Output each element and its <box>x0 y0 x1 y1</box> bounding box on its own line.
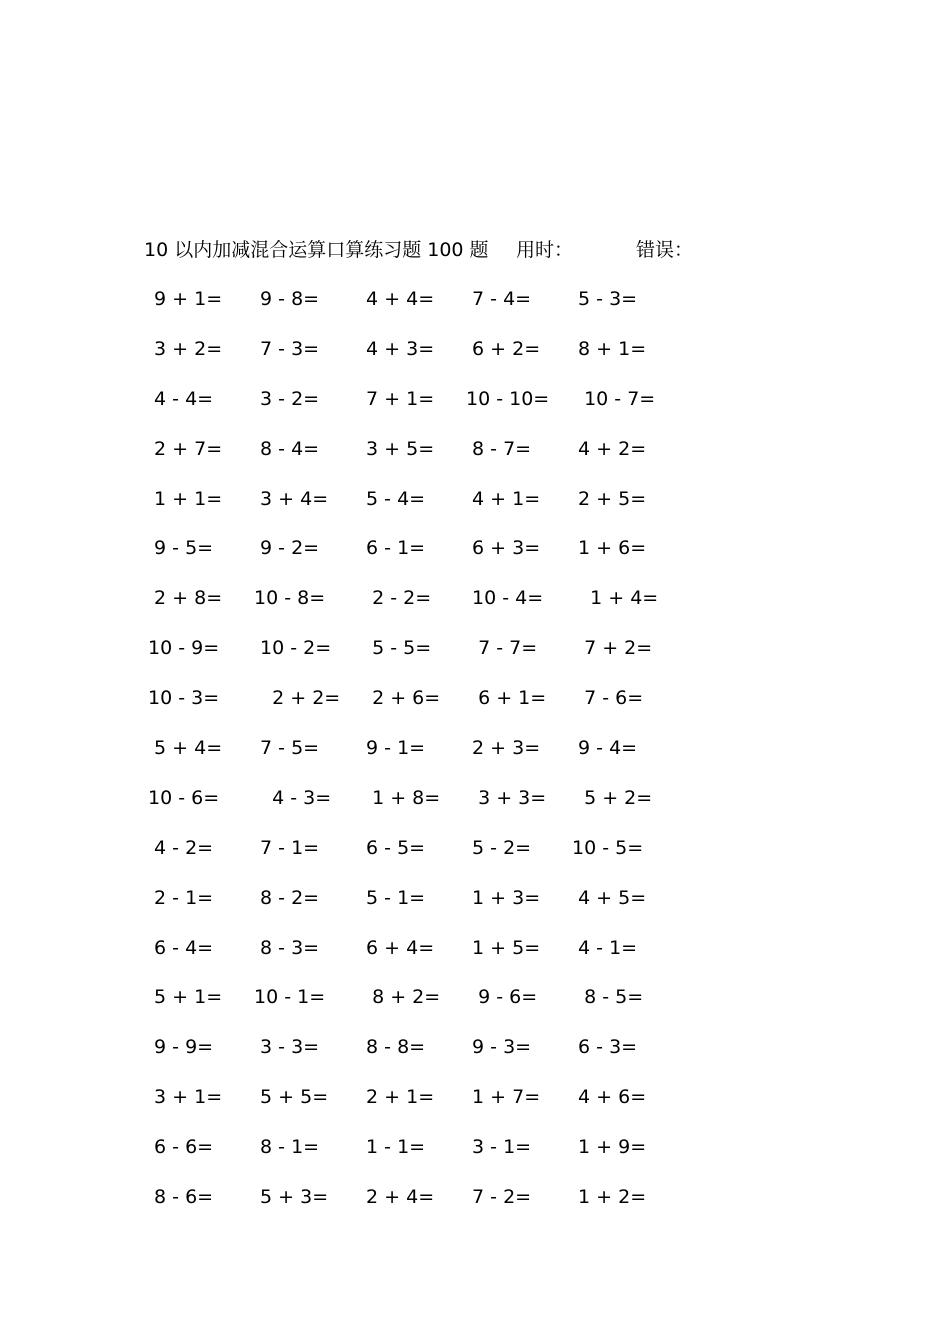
problem-item: 9 - 2= <box>254 537 320 560</box>
problem-item: 1 + 6= <box>572 537 647 560</box>
problem-item: 3 - 1= <box>466 1136 532 1159</box>
problem-item: 3 + 1= <box>148 1086 223 1109</box>
problem-item: 4 + 4= <box>360 288 435 310</box>
problem-item: 4 - 4= <box>148 387 214 410</box>
problem-item: 3 + 5= <box>360 437 435 460</box>
problem-row <box>148 684 688 734</box>
problem-item: 6 + 3= <box>466 537 541 560</box>
problem-item: 9 - 5= <box>148 537 214 560</box>
problem-row <box>148 934 688 984</box>
problem-item: 6 + 2= <box>466 337 541 360</box>
problem-item: 8 - 7= <box>466 437 532 460</box>
problem-item: 8 - 6= <box>148 1186 214 1209</box>
problem-item: 8 - 5= <box>572 986 644 1009</box>
problem-item: 6 - 6= <box>148 1136 214 1159</box>
problem-row <box>148 435 688 485</box>
problem-item: 9 - 1= <box>360 737 426 760</box>
problem-row <box>148 834 688 884</box>
problem-item: 7 - 7= <box>466 637 538 660</box>
problem-item: 9 - 6= <box>466 986 538 1009</box>
problem-item: 1 + 2= <box>572 1186 647 1209</box>
problem-item: 8 - 3= <box>254 936 320 959</box>
problem-item: 9 - 4= <box>572 737 638 760</box>
time-used-label: 用时： <box>516 239 574 261</box>
problem-item: 9 - 8= <box>254 288 320 310</box>
problem-grid <box>148 285 688 1233</box>
problem-item: 2 + 7= <box>148 437 223 460</box>
problem-row <box>148 584 688 634</box>
problem-item: 10 - 10= <box>466 387 550 410</box>
problem-item: 5 - 4= <box>360 487 426 510</box>
problem-item: 8 - 2= <box>254 886 320 909</box>
problem-row <box>148 385 688 435</box>
problem-item: 5 + 3= <box>254 1186 329 1209</box>
problem-item: 4 + 6= <box>572 1086 647 1109</box>
problem-item: 6 - 4= <box>148 936 214 959</box>
problem-row <box>148 485 688 535</box>
problem-item: 2 + 1= <box>360 1086 435 1109</box>
problem-item: 3 - 2= <box>254 387 320 410</box>
problem-item: 10 - 7= <box>572 387 656 410</box>
problem-item: 2 + 6= <box>360 687 441 710</box>
problem-item: 5 + 4= <box>148 737 223 760</box>
problem-item: 2 - 2= <box>360 587 432 610</box>
problem-item: 2 + 4= <box>360 1186 435 1209</box>
problem-row <box>148 534 688 584</box>
errors-label: 错误： <box>636 239 694 261</box>
problem-item: 5 - 5= <box>360 637 432 660</box>
problem-item: 5 + 5= <box>254 1086 329 1109</box>
problem-row <box>148 1033 688 1083</box>
problem-item: 1 - 1= <box>360 1136 426 1159</box>
problem-row <box>148 1183 688 1233</box>
problem-item: 4 - 2= <box>148 836 214 859</box>
problem-row <box>148 1083 688 1133</box>
problem-item: 9 - 9= <box>148 1036 214 1059</box>
problem-item: 10 - 4= <box>466 587 544 610</box>
problem-item: 1 + 9= <box>572 1136 647 1159</box>
problem-item: 5 - 1= <box>360 886 426 909</box>
problem-item: 3 + 3= <box>466 786 547 809</box>
problem-item: 1 + 3= <box>466 886 541 909</box>
problem-item: 10 - 9= <box>148 637 220 660</box>
worksheet-header <box>144 236 764 264</box>
problem-item: 6 + 4= <box>360 936 435 959</box>
problem-item: 1 + 5= <box>466 936 541 959</box>
problem-item: 6 - 3= <box>572 1036 638 1059</box>
problem-item: 6 - 1= <box>360 537 426 560</box>
problem-item: 2 - 1= <box>148 886 214 909</box>
problem-item: 9 - 3= <box>466 1036 532 1059</box>
worksheet-title: 10 以内加减混合运算口算练习题 100 题 <box>144 239 489 261</box>
problem-item: 7 - 3= <box>254 337 320 360</box>
problem-item: 5 + 1= <box>148 986 223 1009</box>
problem-item: 4 + 5= <box>572 886 647 909</box>
problem-item: 8 + 1= <box>572 337 647 360</box>
problem-row <box>148 335 688 385</box>
problem-item: 2 + 8= <box>148 587 223 610</box>
problem-item: 6 + 1= <box>466 687 547 710</box>
problem-item: 10 - 3= <box>148 687 220 710</box>
problem-item: 4 + 2= <box>572 437 647 460</box>
problem-item: 2 + 5= <box>572 487 647 510</box>
problem-item: 7 - 2= <box>466 1186 532 1209</box>
problem-item: 7 + 2= <box>572 637 653 660</box>
problem-item: 4 + 1= <box>466 487 541 510</box>
problem-row <box>148 285 688 335</box>
problem-item: 7 - 4= <box>466 288 532 310</box>
problem-item: 10 - 5= <box>572 836 644 859</box>
problem-item: 4 - 3= <box>254 786 332 809</box>
problem-item: 1 + 8= <box>360 786 441 809</box>
problem-item: 5 - 3= <box>572 288 638 310</box>
problem-item: 8 + 2= <box>360 986 441 1009</box>
problem-item: 3 - 3= <box>254 1036 320 1059</box>
problem-item: 10 - 2= <box>254 637 332 660</box>
problem-item: 1 + 4= <box>572 587 659 610</box>
problem-item: 1 + 7= <box>466 1086 541 1109</box>
problem-item: 7 - 5= <box>254 737 320 760</box>
problem-item: 7 + 1= <box>360 387 435 410</box>
problem-item: 8 - 4= <box>254 437 320 460</box>
problem-item: 7 - 6= <box>572 687 644 710</box>
problem-item: 4 - 1= <box>572 936 638 959</box>
problem-item: 5 + 2= <box>572 786 653 809</box>
problem-item: 7 - 1= <box>254 836 320 859</box>
problem-item: 4 + 3= <box>360 337 435 360</box>
problem-item: 10 - 6= <box>148 786 220 809</box>
problem-item: 3 + 2= <box>148 337 223 360</box>
problem-item: 9 + 1= <box>148 288 223 310</box>
problem-item: 1 + 1= <box>148 487 223 510</box>
problem-item: 8 - 8= <box>360 1036 426 1059</box>
problem-item: 10 - 1= <box>254 986 326 1009</box>
problem-item: 8 - 1= <box>254 1136 320 1159</box>
problem-item: 6 - 5= <box>360 836 426 859</box>
problem-item: 5 - 2= <box>466 836 532 859</box>
problem-row <box>148 884 688 934</box>
problem-row <box>148 1133 688 1183</box>
problem-row <box>148 784 688 834</box>
problem-row <box>148 734 688 784</box>
problem-item: 10 - 8= <box>254 587 326 610</box>
problem-row <box>148 634 688 684</box>
problem-row <box>148 983 688 1033</box>
problem-item: 2 + 2= <box>254 687 341 710</box>
problem-item: 3 + 4= <box>254 487 329 510</box>
problem-item: 2 + 3= <box>466 737 541 760</box>
